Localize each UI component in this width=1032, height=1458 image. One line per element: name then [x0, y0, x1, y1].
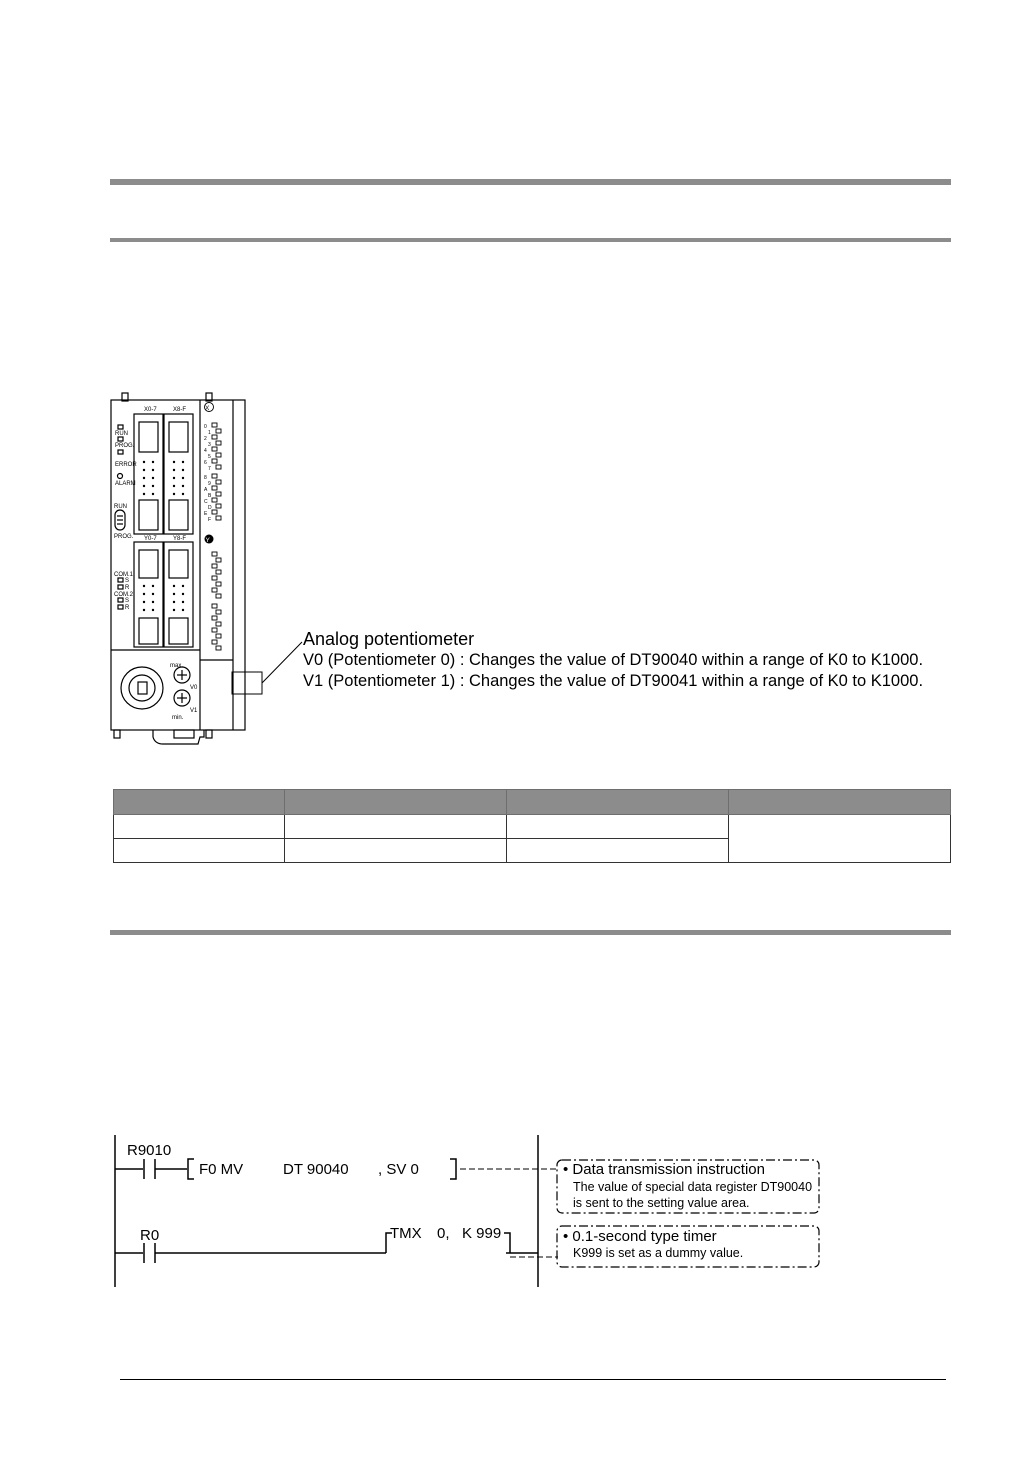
- table-header-cell: [729, 790, 951, 815]
- led-col-1: 1: [208, 430, 211, 436]
- table-header-cell: [114, 790, 285, 815]
- led-col-3: 3: [208, 442, 211, 448]
- pot-v1-label: V1: [190, 708, 198, 714]
- switch-label-run: RUN: [114, 504, 127, 510]
- note2-line1: K999 is set as a dummy value.: [573, 1246, 744, 1260]
- note1-title: • Data transmission instruction: [563, 1161, 765, 1178]
- table-cell: [507, 815, 729, 839]
- top-rule-thick: [110, 179, 951, 185]
- mv-instruction-label: F0 MV: [199, 1161, 244, 1178]
- led-label-error: ERROR: [115, 462, 137, 468]
- led-col-c: C: [204, 499, 208, 505]
- table-cell: [285, 815, 507, 839]
- note1-line2: is sent to the setting value area.: [573, 1196, 750, 1210]
- table-cell: [114, 815, 285, 839]
- pot-v0-label: V0: [190, 685, 198, 691]
- led-col-2: 2: [204, 436, 207, 442]
- com1-s-label: S: [125, 578, 130, 584]
- led-col-9: 9: [208, 481, 211, 487]
- led-col-b: B: [208, 493, 212, 499]
- table-merged-cell: [729, 815, 951, 863]
- y-badge-label: Y: [205, 537, 210, 544]
- com2-r-label: R: [125, 605, 130, 611]
- led-col-5: 5: [208, 454, 211, 460]
- tmx-instruction-label: TMX: [390, 1225, 422, 1242]
- tmx-operand-k999: K 999: [462, 1225, 502, 1242]
- table-header-row: [114, 790, 951, 815]
- spec-table: [113, 789, 951, 863]
- pot-min-label: min.: [172, 715, 184, 721]
- led-col-4: 4: [204, 448, 207, 454]
- com2-s-label: S: [125, 598, 130, 604]
- input-label-x0-7: X0-7: [144, 407, 157, 413]
- top-rule-thin: [110, 238, 951, 242]
- led-col-f: F: [208, 517, 212, 523]
- led-label-run: RUN: [115, 431, 128, 437]
- mv-operand-sv0: , SV 0: [378, 1161, 419, 1178]
- com1-label: COM.1: [114, 572, 134, 578]
- pot-max-label: max.: [170, 663, 184, 669]
- led-col-e: E: [204, 511, 208, 517]
- table-cell: [507, 839, 729, 863]
- callout-title: Analog potentiometer: [303, 629, 475, 649]
- footer-rule: [120, 1379, 946, 1380]
- led-label-alarm: ALARM: [115, 481, 136, 487]
- led-col-d: D: [208, 505, 212, 511]
- contact-r9010-label: R9010: [127, 1142, 172, 1159]
- led-col-a: A: [204, 487, 208, 493]
- switch-label-prog: PROG.: [114, 534, 134, 540]
- output-label-y0-7: Y0-7: [144, 536, 157, 542]
- led-col-0: 0: [204, 424, 207, 430]
- led-col-6: 6: [204, 460, 207, 466]
- table-cell: [114, 839, 285, 863]
- led-col-7: 7: [208, 466, 211, 472]
- led-label-prog: PROG.: [115, 443, 135, 449]
- table-header-cell: [507, 790, 729, 815]
- tmx-operand-0: 0,: [437, 1225, 450, 1242]
- mv-operand-dt90040: DT 90040: [283, 1161, 349, 1178]
- callout-line-v1: V1 (Potentiometer 1) : Changes the value of DT90041 within a range of K0 to K1000.: [303, 672, 924, 690]
- section-rule: [110, 930, 951, 935]
- output-label-y8-f: Y8-F: [173, 536, 187, 542]
- x-badge-label: X: [205, 405, 210, 412]
- note2-title: • 0.1-second type timer: [563, 1228, 717, 1245]
- callout-line-v0: V0 (Potentiometer 0) : Changes the value of DT90040 within a range of K0 to K1000.: [303, 651, 924, 669]
- ladder-diagram: [110, 1135, 830, 1290]
- com1-r-label: R: [125, 585, 130, 591]
- led-col-8: 8: [204, 475, 207, 481]
- table-cell: [285, 839, 507, 863]
- note1-line1: The value of special data register DT90040: [573, 1180, 813, 1194]
- com2-label: COM.2: [114, 592, 134, 598]
- table-row: [114, 815, 951, 839]
- callout-leader: [230, 628, 310, 703]
- table-header-cell: [285, 790, 507, 815]
- input-label-x8-f: X8-F: [173, 407, 187, 413]
- contact-r0-label: R0: [140, 1227, 160, 1244]
